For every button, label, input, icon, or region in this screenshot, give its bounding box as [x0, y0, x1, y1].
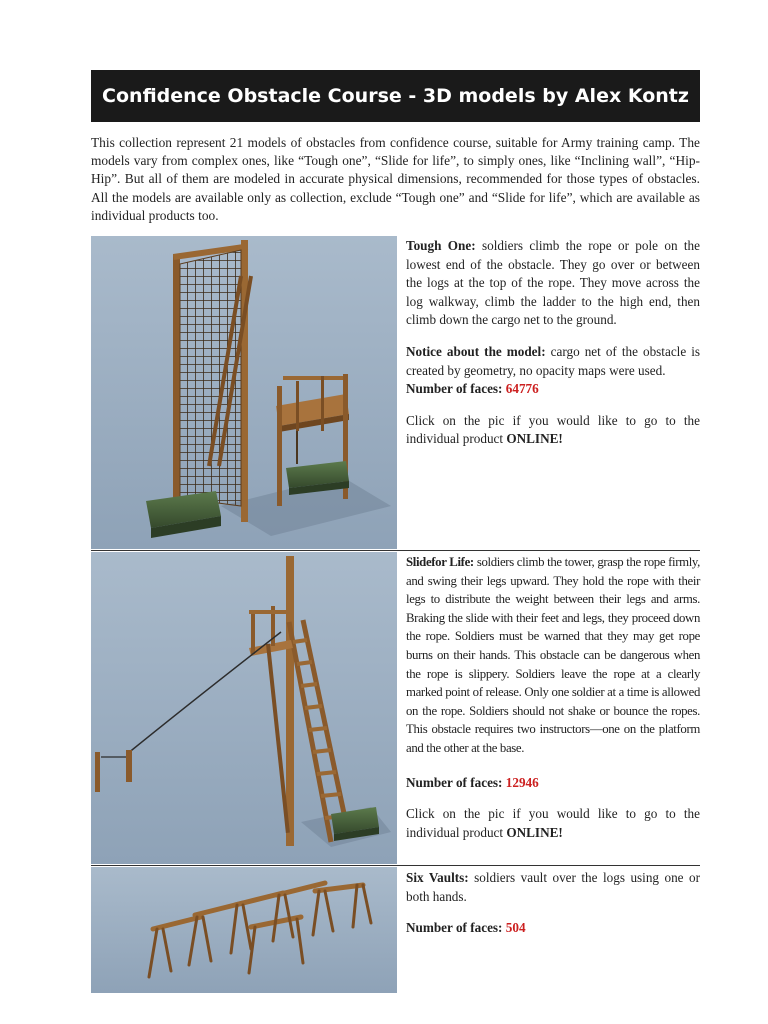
faces-value: 64776	[505, 381, 539, 397]
tough-one-render-image[interactable]	[91, 236, 397, 549]
tough-one-text	[406, 237, 700, 449]
six-vaults-description: soldiers vault over the logs using one or both hands.	[406, 870, 700, 904]
tough-one-heading: Tough One:	[406, 238, 476, 253]
six-vaults-heading: Six Vaults:	[406, 870, 469, 885]
slide-for-life-text	[406, 553, 700, 842]
notice-label: Notice about the model:	[406, 343, 546, 359]
page-title: Confidence Obstacle Course - 3D models by Alex Kontz	[102, 85, 689, 107]
tough-one-description: soldiers climb the rope or pole on the lowest end of the obstacle. They go over or between the logs at the top of the rope. They move across the log walkway, climb the ladder to the high end, then climb down the cargo net to the ground.	[406, 238, 701, 328]
six-vaults-render-image[interactable]	[91, 867, 397, 993]
slide-for-life-render-image[interactable]	[91, 552, 397, 864]
six-vaults-text	[406, 869, 700, 938]
notice-text: cargo net of the obstacle is created by geometry, no opacity maps were used.	[406, 343, 701, 378]
intro-paragraph: This collection represent 21 models of obstacles from confidence course, suitable for Army training camp. The models vary from complex ones, like “Tough one”, “Slide for life”, to simply ones, like “Inclining wall”, “Hip-Hip”. But all of them are modeled in accurate physical dimensions, recommended for those types of obstacles. All the models are available only as collection, exclude “Tough one” and “Slide for life”, which are available as individual products too.	[91, 135, 700, 223]
faces-label: Number of faces:	[406, 381, 503, 397]
link-text: Click on the pic if you would like to go to the individual product	[406, 806, 700, 840]
section-divider	[91, 865, 700, 866]
faces-label: Number of faces:	[406, 920, 503, 936]
faces-value: 12946	[505, 774, 539, 790]
online-link[interactable]: ONLINE!	[506, 824, 563, 840]
slide-for-life-description: This obstacle can be dangerous when the rope is slippery. Soldiers leave the rope at a clearly marked point of release. Only one soldier at a time is allowed on the rope. Soldiers should not shake or bounce the ropes. This obstacle requires two instructors—one on the platform and the other at the base.	[406, 647, 700, 755]
faces-value: 504	[505, 920, 526, 936]
slide-for-life-description-condensed: soldiers climb the tower, grasp the rope firmly, and swing their legs upward. They hold the rope with their legs to distribute the weight between their legs and arms. Braking the slide with their feet and legs, they proceed down the rope. Soldiers must be warned that they may get rope burns on their hands.	[406, 555, 701, 662]
faces-label: Number of faces:	[406, 774, 503, 790]
online-link[interactable]: ONLINE!	[506, 431, 563, 447]
title-bar	[91, 70, 700, 122]
section-divider	[91, 550, 700, 551]
link-text: Click on the pic if you would like to go to the individual product	[406, 412, 700, 447]
slide-for-life-heading: Slidefor Life:	[406, 555, 474, 569]
